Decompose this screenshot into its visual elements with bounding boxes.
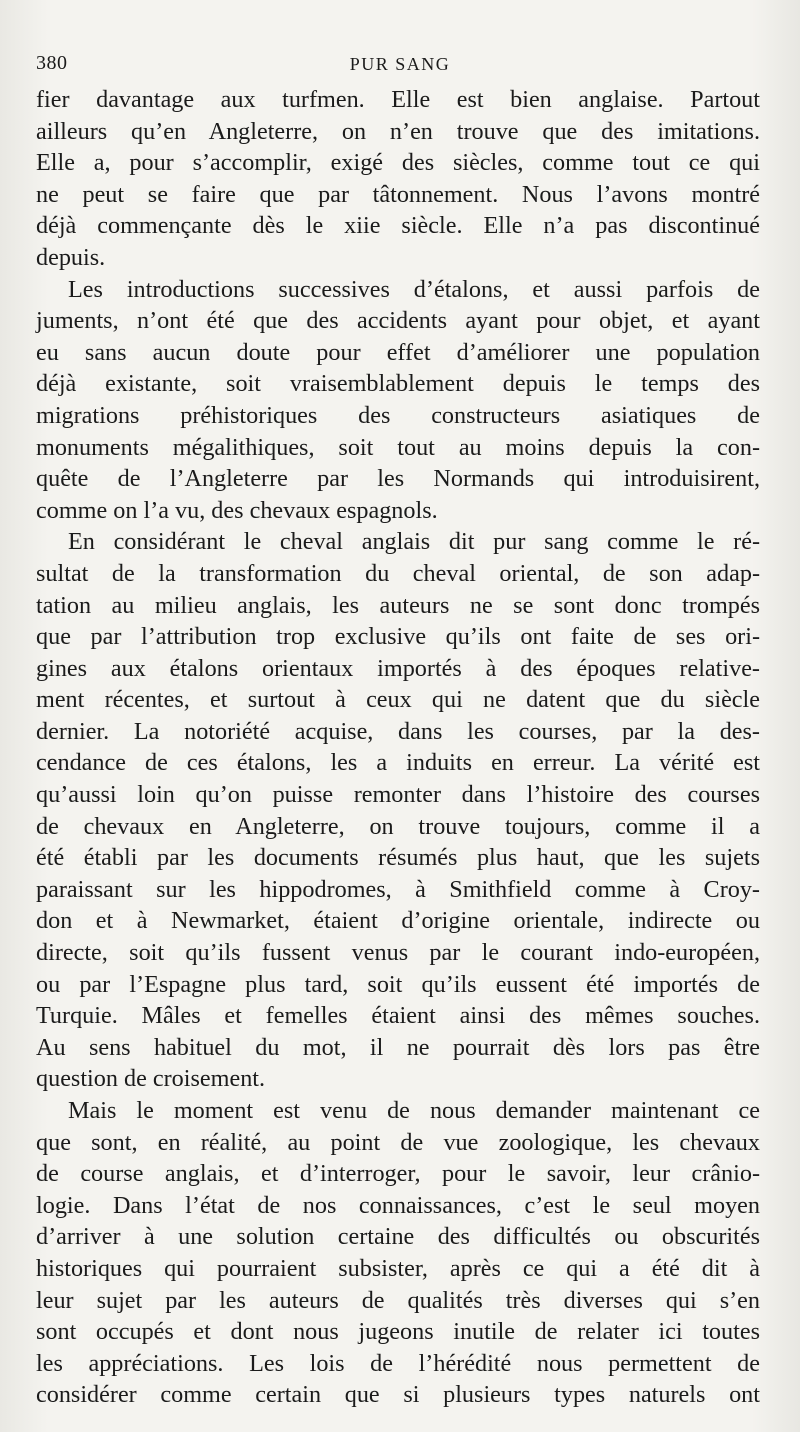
body-text [36, 84, 760, 1411]
text-line: Turquie. Mâles et femelles étaient ainsi des mêmes souches. [36, 1002, 760, 1030]
text-line: de chevaux en Angleterre, on trouve toujours, comme il a [36, 812, 760, 840]
text-line: ment récentes, et surtout à ceux qui ne datent que du siècle [36, 686, 760, 714]
paragraph-first-line: En considérant le cheval anglais dit pur sang comme le ré- [68, 528, 760, 556]
text-line: de course anglais, et d’interroger, pour le savoir, leur crânio- [36, 1160, 760, 1188]
text-line: sont occupés et dont nous jugeons inutile de relater ici toutes [36, 1318, 760, 1346]
text-line: fier davantage aux turfmen. Elle est bien anglaise. Partout [36, 86, 760, 113]
text-line: comme on l’a vu, des chevaux espagnols. [36, 496, 438, 524]
paragraph-first-line: Les introductions successives d’étalons, et aussi parfois de [68, 275, 760, 303]
text-line: ou par l’Espagne plus tard, soit qu’ils eussent été importés de [36, 970, 760, 998]
text-line: tation au milieu anglais, les auteurs ne se sont donc trompés [36, 591, 760, 619]
text-line: déjà existante, soit vraisemblablement depuis le temps des [36, 370, 760, 398]
text-line: dernier. La notoriété acquise, dans les courses, par la des- [36, 717, 760, 745]
text-line: été établi par les documents résumés plus haut, que les sujets [36, 844, 760, 872]
text-line: Au sens habituel du mot, il ne pourrait dès lors pas être [36, 1033, 760, 1061]
text-line: que par l’attribution trop exclusive qu’ils ont faite de ses ori- [36, 623, 760, 651]
text-line: logie. Dans l’état de nos connaissances, c’est le seul moyen [36, 1191, 760, 1219]
text-line: que sont, en réalité, au point de vue zoologique, les chevaux [36, 1128, 760, 1156]
text-line: directe, soit qu’ils fussent venus par le courant indo-européen, [36, 939, 760, 967]
text-line: paraissant sur les hippodromes, à Smithfield comme à Croy- [36, 875, 760, 903]
text-line: gines aux étalons orientaux importés à des époques relative- [36, 654, 760, 682]
text-line: Elle a, pour s’accomplir, exigé des siècles, comme tout ce qui [36, 149, 760, 177]
text-line: depuis. [36, 243, 106, 271]
text-line: monuments mégalithiques, soit tout au moins depuis la con- [36, 433, 760, 461]
text-line: migrations préhistoriques des constructeurs asiatiques de [36, 401, 760, 429]
text-line: sultat de la transformation du cheval oriental, de son adap- [36, 559, 760, 587]
text-line: juments, n’ont été que des accidents ayant pour objet, et ayant [36, 307, 760, 335]
text-line: d’arriver à une solution certaine des difficultés ou obscurités [36, 1223, 760, 1251]
paragraph-first-line: Mais le moment est venu de nous demander maintenant ce [68, 1097, 760, 1124]
text-line: qu’aussi loin qu’on puisse remonter dans l’histoire des courses [36, 781, 760, 809]
page-header [36, 52, 764, 82]
text-line: ne peut se faire que par tâtonnement. Nous l’avons montré [36, 180, 760, 208]
text-line: quête de l’Angleterre par les Normands qui introduisirent, [36, 465, 760, 493]
text-line: historiques qui pourraient subsister, après ce qui a été dit à [36, 1254, 760, 1282]
text-line: déjà commençante dès le xiie siècle. Elle n’a pas discontinué [36, 212, 760, 240]
text-line: ailleurs qu’en Angleterre, on n’en trouve que des imitations. [36, 117, 760, 145]
text-line: considérer comme certain que si plusieurs types naturels ont [36, 1381, 760, 1409]
running-title: PUR SANG [349, 54, 451, 74]
text-line: question de croisement. [36, 1065, 266, 1093]
page-number: 380 [36, 52, 68, 74]
text-line: leur sujet par les auteurs de qualités très diverses qui s’en [36, 1286, 760, 1314]
text-line: don et à Newmarket, étaient d’origine orientale, indirecte ou [36, 907, 760, 935]
text-line: eu sans aucun doute pour effet d’améliorer une population [36, 338, 760, 366]
text-line: les appréciations. Les lois de l’hérédité nous permettent de [36, 1349, 760, 1377]
text-line: cendance de ces étalons, les a induits en erreur. La vérité est [36, 749, 760, 777]
